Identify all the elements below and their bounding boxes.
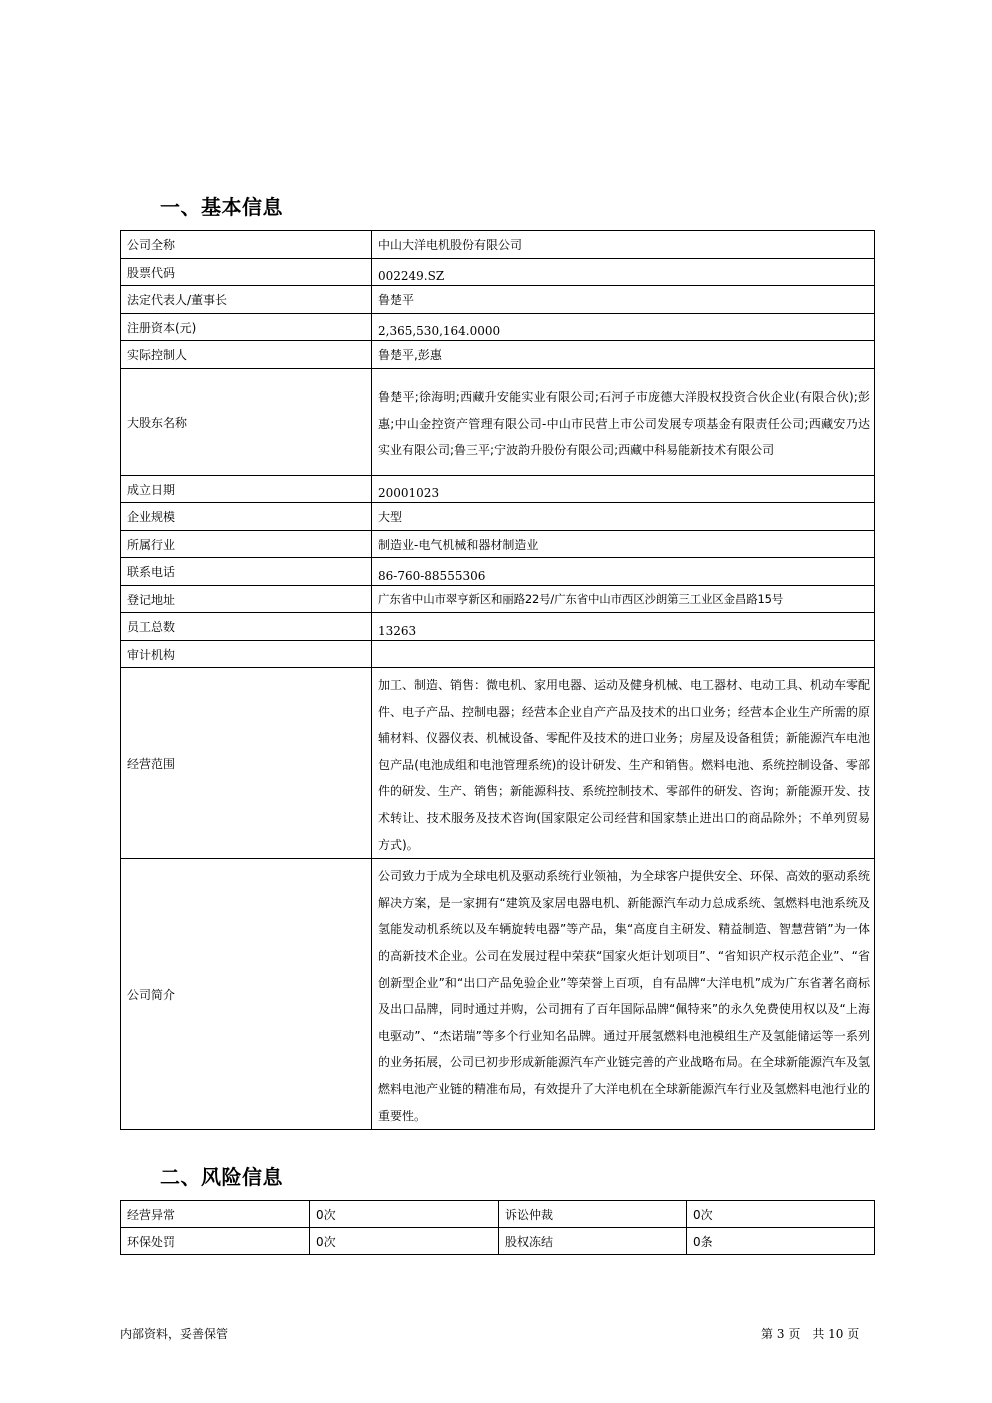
- row-value: 加工、制造、销售：微电机、家用电器、运动及健身机械、电工器材、电动工具、机动车零配件、电子产品、控制电器；经营本企业自产产品及技术的出口业务；经营本企业生产所需的原辅材料、仪器仪表、机械设备、零配件及技术的进口业务；房屋及设备租赁；新能源汽车电池包产品(电池成组和电池管理系统)的设计研发、生产和销售。燃料电池、系统控制设备、零部件的研发、生产、销售；新能源科技、系统控制技术、零部件的研发、咨询；新能源开发、技术转让、技术服务及技术咨询(国家限定公司经营和国家禁止进出口的商品除外；不单列贸易方式)。: [372, 668, 875, 859]
- footer-page-number: [761, 1325, 859, 1342]
- row-value: 13263: [372, 613, 875, 641]
- page-mid: 页 共: [788, 1327, 825, 1341]
- table-row: [121, 1228, 875, 1255]
- table-row: [121, 586, 875, 613]
- row-label: 企业规模: [121, 503, 372, 531]
- row-value: 公司致力于成为全球电机及驱动系统行业领袖，为全球客户提供安全、环保、高效的驱动系统解决方案，是一家拥有“建筑及家居电器电机、新能源汽车动力总成系统、氢燃料电池系统及氢能发动机系统以及车辆旋转电器”等产品，集“高度自主研发、精益制造、智慧营销”为一体的高新技术企业。公司在发展过程中荣获“国家火炬计划项目”、“省知识产权示范企业”、“省创新型企业”和“出口产品免验企业”等荣誉上百项，自有品牌“大洋电机”成为广东省著名商标及出口品牌，同时通过并购，公司拥有了百年国际品牌“佩特来”的永久免费使用权以及“上海电驱动”、“杰诺瑞”等多个行业知名品牌。通过开展氢燃料电池模组生产及氢能储运等一系列的业务拓展，公司已初步形成新能源汽车产业链完善的产业战略布局。在全球新能源汽车及氢燃料电池产业链的精准布局，有效提升了大洋电机在全球新能源汽车行业及氢燃料电池行业的重要性。: [372, 859, 875, 1130]
- row-label: 审计机构: [121, 641, 372, 668]
- page-current: 3: [776, 1327, 785, 1341]
- row-label: 实际控制人: [121, 341, 372, 369]
- table-row: [121, 476, 875, 503]
- row-value: 002249.SZ: [372, 259, 875, 286]
- page-prefix: 第: [761, 1327, 774, 1341]
- row-label: 公司全称: [121, 231, 372, 259]
- risk-label: 经营异常: [121, 1201, 310, 1228]
- basic-info-table: [120, 230, 875, 1130]
- table-row: [121, 641, 875, 668]
- row-value: 大型: [372, 503, 875, 531]
- row-label: 成立日期: [121, 476, 372, 503]
- row-value: 制造业-电气机械和器材制造业: [372, 531, 875, 558]
- section-title-risk: 二、风险信息: [160, 1165, 283, 1189]
- table-row: [121, 341, 875, 369]
- row-value: 广东省中山市翠亨新区和丽路22号/广东省中山市西区沙朗第三工业区金昌路15号: [372, 586, 875, 613]
- table-row: [121, 369, 875, 476]
- risk-value: 0条: [687, 1228, 875, 1255]
- footer-confidential-note: 内部资料，妥善保管: [120, 1327, 229, 1341]
- row-value: [372, 641, 875, 668]
- row-label: 大股东名称: [121, 369, 372, 476]
- table-row: [121, 1201, 875, 1228]
- row-value: 20001023: [372, 476, 875, 503]
- row-value: 鲁楚平: [372, 286, 875, 314]
- table-row: [121, 314, 875, 341]
- table-row: [121, 668, 875, 859]
- row-label: 注册资本(元): [121, 314, 372, 341]
- table-row: [121, 531, 875, 558]
- row-value: 86-760-88555306: [372, 558, 875, 586]
- risk-label: 环保处罚: [121, 1228, 310, 1255]
- row-label: 登记地址: [121, 586, 372, 613]
- row-label: 经营范围: [121, 668, 372, 859]
- row-label: 所属行业: [121, 531, 372, 558]
- row-label: 员工总数: [121, 613, 372, 641]
- row-label: 股票代码: [121, 259, 372, 286]
- row-value: 2,365,530,164.0000: [372, 314, 875, 341]
- table-row: [121, 503, 875, 531]
- risk-label: 诉讼仲裁: [499, 1201, 687, 1228]
- table-row: [121, 231, 875, 259]
- risk-value: 0次: [687, 1201, 875, 1228]
- row-value: 中山大洋电机股份有限公司: [372, 231, 875, 259]
- row-label: 公司简介: [121, 859, 372, 1130]
- risk-value: 0次: [310, 1228, 499, 1255]
- page-total: 10: [828, 1327, 844, 1341]
- row-value: 鲁楚平,彭惠: [372, 341, 875, 369]
- risk-label: 股权冻结: [499, 1228, 687, 1255]
- table-row: [121, 558, 875, 586]
- row-label: 法定代表人/董事长: [121, 286, 372, 314]
- table-row: [121, 613, 875, 641]
- risk-info-table: [120, 1200, 875, 1255]
- table-row: [121, 859, 875, 1130]
- row-label: 联系电话: [121, 558, 372, 586]
- table-row: [121, 259, 875, 286]
- table-row: [121, 286, 875, 314]
- risk-value: 0次: [310, 1201, 499, 1228]
- page-suffix: 页: [847, 1327, 860, 1341]
- section-title-basic: 一、基本信息: [160, 195, 283, 219]
- row-value: 鲁楚平;徐海明;西藏升安能实业有限公司;石河子市庞德大洋股权投资合伙企业(有限合伙);彭惠;中山金控资产管理有限公司-中山市民营上市公司发展专项基金有限责任公司;西藏安乃达实业有限公司;鲁三平;宁波韵升股份有限公司;西藏中科易能新技术有限公司: [372, 369, 875, 476]
